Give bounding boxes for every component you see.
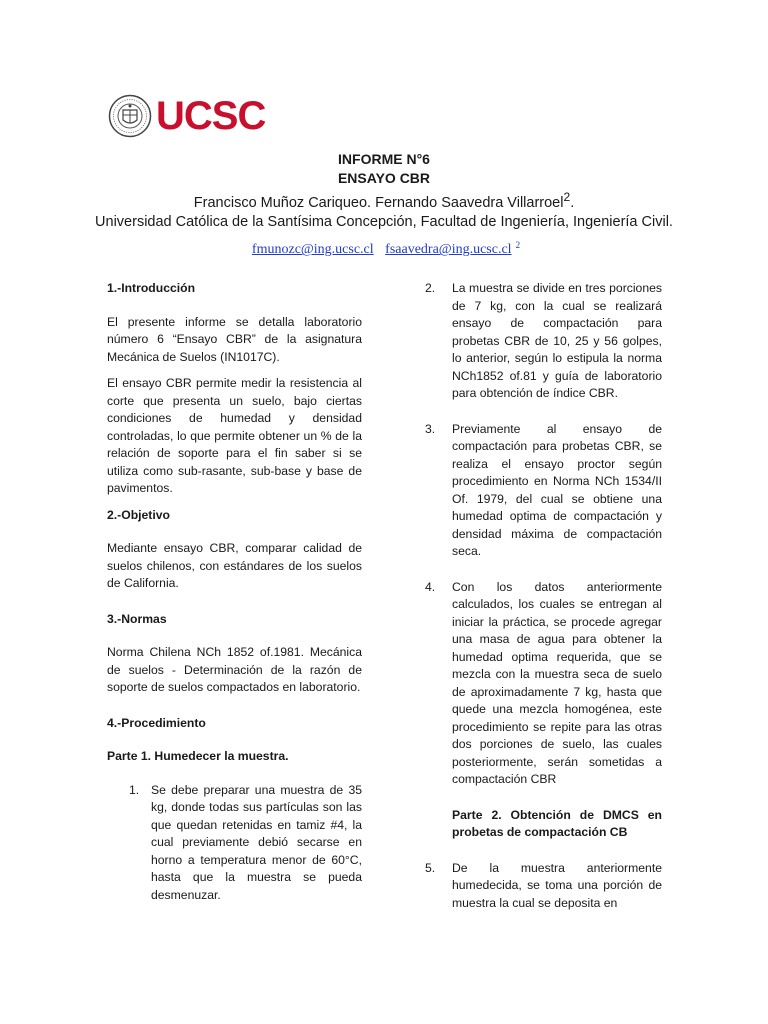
part2-heading: Parte 2. Obtención de DMCS en probetas de compactación CB	[452, 807, 662, 839]
authors-superscript: 2	[563, 190, 571, 204]
list-item-2	[425, 280, 662, 403]
list-item-4	[425, 579, 662, 789]
email-link-2[interactable]: fsaavedra@ing.ucsc.cl	[385, 242, 512, 258]
list-text: Se debe preparar una muestra de 35 kg, donde todas sus partículas son las que quedan retenidas en tamiz #4, la cual previamente debió secarse en horno a temperatura menor de 60°C, hasta que la muestra se pueda desmenuzar.	[151, 782, 362, 902]
intro-paragraph-2: El ensayo CBR permite medir la resistencia al corte que presenta un suelo, bajo ciertas condiciones de humedad y densidad controladas, lo que permite obtener un % de la relación de soporte para el fin saber si se utiliza como sub-rasante, sub-base y base de pavimentos.	[107, 376, 362, 495]
objective-heading: 2.-Objetivo	[107, 507, 170, 522]
report-subtitle: ENSAYO CBR	[337, 170, 431, 186]
list-number: 5.	[425, 860, 436, 875]
left-column	[107, 280, 362, 922]
email-link-1[interactable]: fmunozc@ing.ucsc.cl	[251, 242, 374, 258]
list-number: 1.	[129, 782, 140, 797]
logo-wordmark: UCSC	[156, 94, 266, 138]
ucsc-logo	[108, 94, 265, 138]
list-item-5	[425, 860, 662, 913]
list-text: La muestra se divide en tres porciones de 7 kg, con la cual se realizará ensayo de compactación para probetas CBR de 10, 25 y 56 golpes, lo anterior, según lo estipula la norma NCh1852 of.81 y guía de laboratorio para obtención de índice CBR.	[452, 281, 662, 400]
list-number: 3.	[425, 421, 436, 436]
list-text: De la muestra anteriormente humedecida, se toma una porción de muestra la cual se deposita en	[452, 860, 662, 910]
list-number: 2.	[425, 281, 436, 295]
list-item-3	[425, 421, 662, 561]
list-text: Previamente al ensayo de compactación para probetas CBR, se realiza el ensayo proctor según procedimiento en Norma NCh 1534/II Of. 1979, del cual se obtiene una humedad optima de compactación y densidad máxima de compactación seca.	[452, 421, 662, 558]
right-column	[425, 280, 662, 930]
email-line	[0, 236, 768, 260]
intro-heading: 1.-Introducción	[107, 281, 196, 295]
authors-line: Francisco Muñoz Cariqueo. Fernando Saavedra Villarroel$^2$.	[193, 190, 575, 211]
intro-paragraph-1: El presente informe se detalla laboratorio número 6 “Ensayo CBR” de la asignatura Mecánica de Suelos (IN1017C).	[107, 314, 362, 364]
list-number: 4.	[425, 579, 436, 594]
email-superscript: 2	[515, 239, 521, 250]
document-header	[0, 150, 768, 259]
norms-paragraph: Norma Chilena NCh 1852 of.1981. Mecánica de suelos - Determinación de la razón de soporte de suelos compactados en laboratorio.	[107, 645, 362, 694]
part1-heading: Parte 1. Humedecer la muestra.	[107, 749, 289, 763]
university-seal-icon	[108, 94, 152, 138]
authors: Francisco Muñoz Cariqueo. Fernando Saavedra Villarroel	[193, 194, 564, 211]
objective-paragraph: Mediante ensayo CBR, comparar calidad de suelos chilenos, con estándares de los suelos de California.	[107, 541, 362, 590]
list-item-1	[107, 782, 362, 905]
norms-heading: 3.-Normas	[107, 611, 167, 626]
report-title: INFORME N°6	[338, 151, 430, 167]
list-text: Con los datos anteriormente calculados, los cuales se entregan al iniciar la práctica, se procede agregar una masa de agua para obtener la humedad optima requerida, que se mezcla con la muestra seca de suelo de aproximadamente 7 kg, hasta que quede una mezcla homogénea, este procedimiento se repite para las otras dos porciones de suelo, las cuales posteriormente, serán sometidas a compactación CBR	[452, 579, 662, 786]
procedure-heading: 4.-Procedimiento	[107, 715, 206, 730]
affiliation: Universidad Católica de la Santísima Concepción, Facultad de Ingeniería, Ingeniería Civil.	[95, 213, 673, 230]
